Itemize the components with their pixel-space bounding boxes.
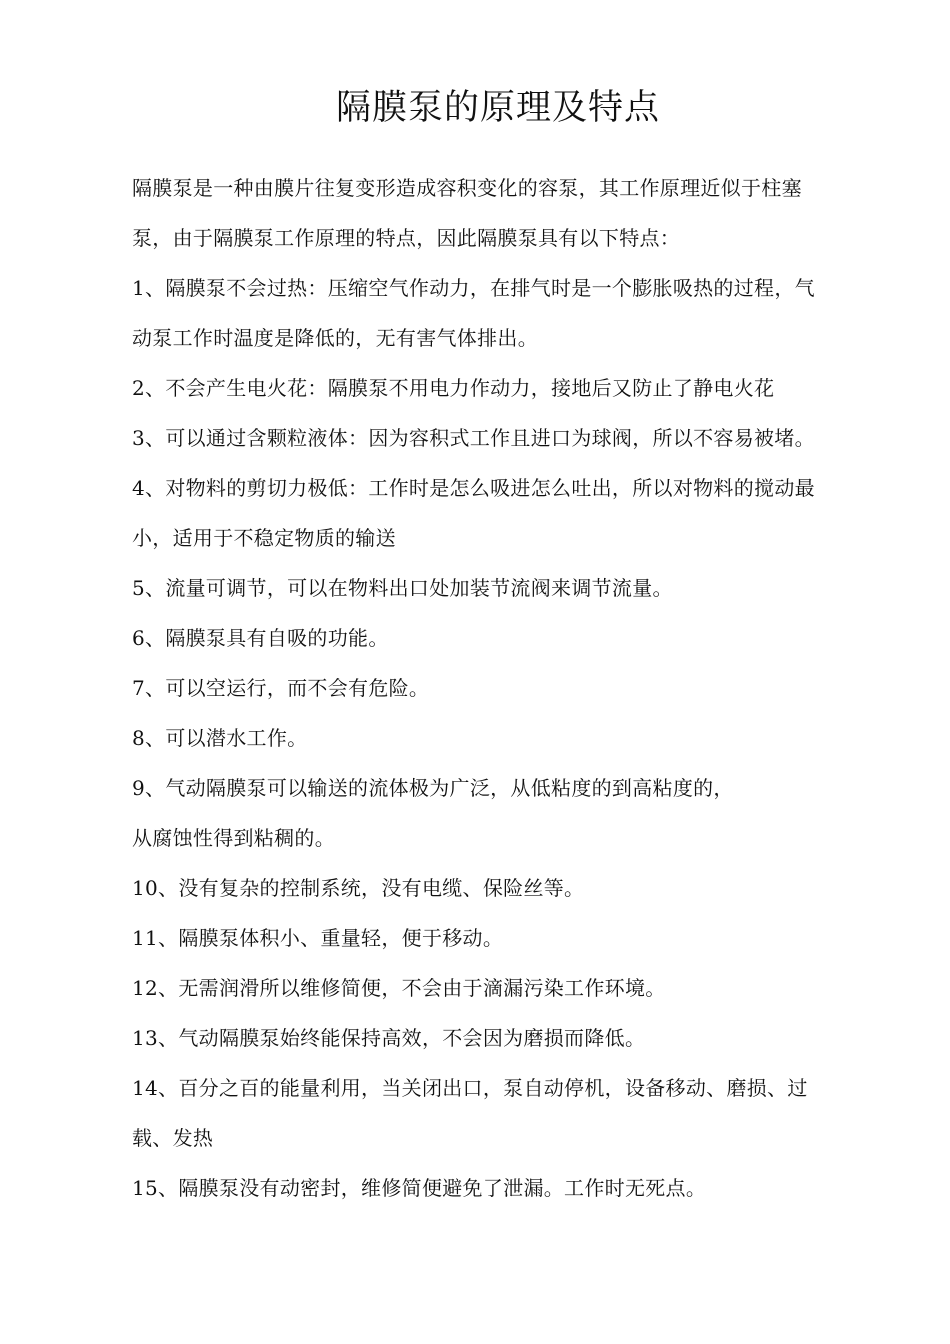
- feature-4-line-1: 4、对物料的剪切力极低：工作时是怎么吸进怎么吐出，所以对物料的搅动最: [132, 476, 815, 500]
- feature-13: 13、气动隔膜泵始终能保持高效，不会因为磨损而降低。: [132, 1026, 646, 1050]
- intro-line-2: 泵，由于隔膜泵工作原理的特点，因此隔膜泵具有以下特点：: [132, 226, 681, 250]
- feature-1-line-2: 动泵工作时温度是降低的，无有害气体排出。: [132, 326, 538, 350]
- feature-7: 7、可以空运行，而不会有危险。: [132, 676, 430, 700]
- feature-3: 3、可以通过含颗粒液体：因为容积式工作且进口为球阀，所以不容易被堵。: [132, 426, 815, 450]
- document-title: 隔膜泵的原理及特点: [335, 88, 660, 128]
- feature-1-line-1: 1、隔膜泵不会过热：压缩空气作动力，在排气时是一个膨胀吸热的过程，气: [132, 276, 815, 300]
- feature-14-line-1: 14、百分之百的能量利用，当关闭出口，泵自动停机，设备移动、磨损、过: [132, 1076, 808, 1100]
- feature-15: 15、隔膜泵没有动密封，维修简便避免了泄漏。工作时无死点。: [132, 1176, 707, 1200]
- feature-12: 12、无需润滑所以维修简便，不会由于滴漏污染工作环境。: [132, 976, 666, 1000]
- intro-line-1: 隔膜泵是一种由膜片往复变形造成容积变化的容泵，其工作原理近似于柱塞: [132, 176, 802, 200]
- feature-5: 5、流量可调节，可以在物料出口处加装节流阀来调节流量。: [132, 576, 673, 600]
- feature-10: 10、没有复杂的控制系统，没有电缆、保险丝等。: [132, 876, 585, 900]
- feature-14-line-2: 载、发热: [132, 1126, 214, 1150]
- document-body: [132, 166, 852, 1216]
- feature-11: 11、隔膜泵体积小、重量轻，便于移动。: [132, 926, 504, 950]
- feature-9-line-2: 从腐蚀性得到粘稠的。: [132, 826, 335, 850]
- feature-6: 6、隔膜泵具有自吸的功能。: [132, 626, 389, 650]
- feature-8: 8、可以潜水工作。: [132, 726, 308, 750]
- feature-4-line-2: 小，适用于不稳定物质的输送: [132, 526, 396, 550]
- feature-9-line-1: 9、气动隔膜泵可以输送的流体极为广泛，从低粘度的到高粘度的，: [132, 776, 734, 800]
- feature-2: 2、不会产生电火花：隔膜泵不用电力作动力，接地后又防止了静电火花: [132, 376, 775, 400]
